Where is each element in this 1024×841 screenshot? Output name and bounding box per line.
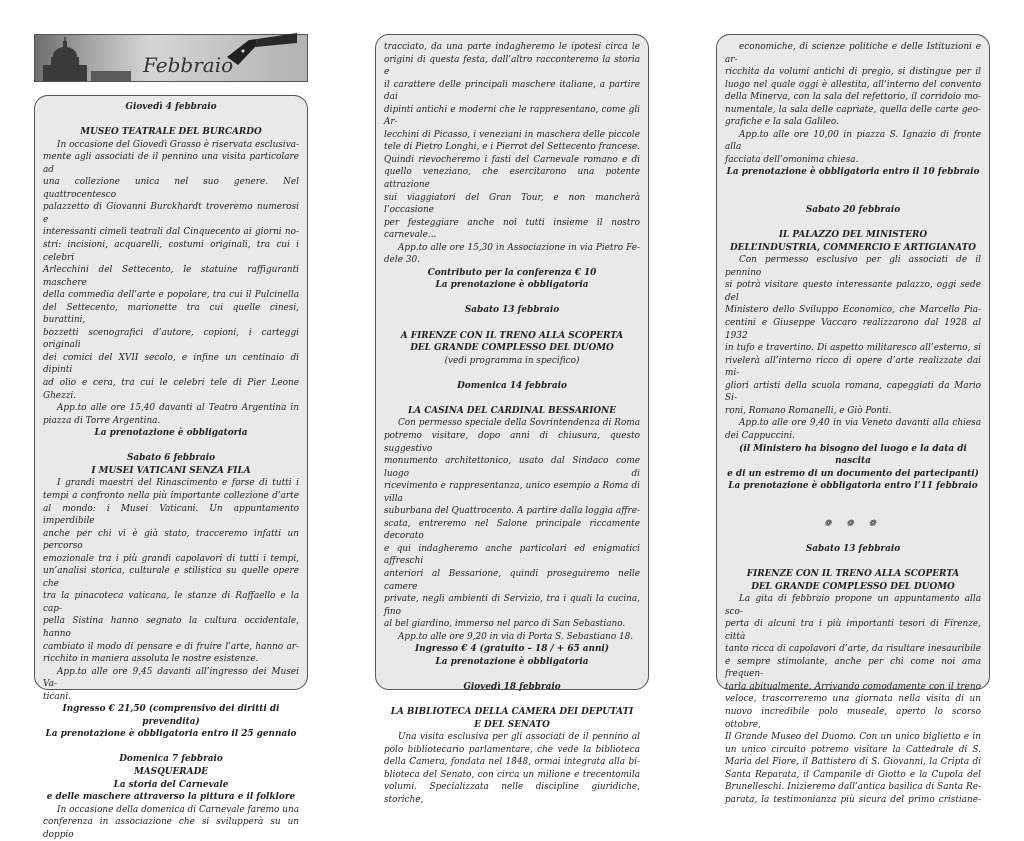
text-line: App.to alle ore 9,20 in via di Porta S. Sebastiano 18. bbox=[398, 631, 634, 642]
event-date: Domenica 14 febbraio bbox=[457, 380, 567, 391]
text-line: App.to alle ore 15,30 in Associazione in via Pietro Fe- bbox=[398, 242, 640, 253]
text-line: ricevimento e rappresentanza, unico esempio a Roma di villa bbox=[384, 481, 640, 504]
text-line: App.to alle ore 9,40 in via Veneto davanti alla chiesa bbox=[739, 418, 981, 429]
text-line: potremo visitare, dopo anni di chiusura, questo suggestivo bbox=[384, 430, 640, 454]
text-line: tra la pinacoteca vaticana, le stanze di Raffaello e la cap- bbox=[43, 591, 299, 614]
text-line: per festeggiare anche noi tutti insieme il nostro carnevale... bbox=[384, 217, 640, 241]
text-line: In occasione del Giovedì Grasso è riservata esclusiva- bbox=[57, 139, 299, 150]
text-line: polo bibliotecario parlamentare, che vede la biblioteca bbox=[384, 744, 640, 755]
text-line: lecchini di Picasso, i veneziani in maschera delle piccole bbox=[384, 129, 640, 140]
text-line: Maria del Fiore, il Battistero di S. Giovanni, la Cripta di bbox=[725, 757, 981, 768]
text-line: App.to alle ore 9,45 davanti all’ingresso dei Musei Va- bbox=[43, 666, 299, 690]
text-line: il carattere delle principali maschere italiane, a partire dai bbox=[384, 79, 640, 103]
text-line: Arlecchini del Settecento, le statuine raffiguranti maschere bbox=[43, 265, 299, 288]
text-line: In occasione della domenica di Carnevale faremo una bbox=[57, 804, 299, 815]
text-line: tele di Pietro Longhi, e i Pierrot del Settecento francese. bbox=[384, 142, 640, 153]
month-header bbox=[34, 34, 308, 82]
text-line: veloce, trascorreremo una giornata nella visita di un bbox=[725, 694, 981, 705]
text-line: tracciato, da una parte indagheremo le ipotesi circa le bbox=[384, 42, 640, 52]
text-line: dele 30. bbox=[384, 255, 420, 266]
event-date: Giovedì 4 febbraio bbox=[125, 102, 217, 112]
text-line: Una visita esclusiva per gli associati de il pennino al bbox=[398, 732, 640, 743]
text-line: facciata dell’omonima chiesa. bbox=[725, 154, 859, 165]
event-title: MASQUERADE bbox=[133, 766, 209, 777]
text-line: parata, la testimonianza più sicura del primo cristiane- bbox=[725, 794, 981, 805]
text-line: grafiche e la sala Galileo. bbox=[725, 117, 839, 128]
text-line: tarla abitualmente. Arrivando comodamente con il treno bbox=[725, 681, 981, 692]
event-date: Sabato 20 febbraio bbox=[805, 205, 901, 216]
text-line: ricchito in maniera assoluta le nostre esistenze. bbox=[43, 654, 259, 665]
requirement-note: e di un estremo di un documento dei partecipanti) bbox=[727, 468, 979, 479]
text-line: dei comici del XVII secolo, e infine un centinaio di dipinti bbox=[43, 352, 299, 376]
event-title: LA CASINA DEL CARDINAL BESSARIONE bbox=[407, 405, 617, 416]
text-line: volumi. Specializzata nelle discipline giuridiche, storiche, bbox=[384, 782, 640, 805]
text-line: Brunelleschi. Inizieremo dall’antica basilica di Santa Re- bbox=[725, 782, 981, 793]
price-line: Ingresso € 21,50 (comprensivo dei diritti di prevendita) bbox=[62, 704, 280, 727]
dome-icon bbox=[43, 37, 131, 81]
text-line: emozionale tra i più grandi capolavori di tutti i tempi, bbox=[43, 553, 299, 564]
text-line: centini e Giuseppe Vaccaro realizzarono dal 1928 al 1932 bbox=[725, 318, 981, 341]
text-line: Ministero dello Sviluppo Economico, che Marcello Pia- bbox=[725, 305, 981, 316]
text-line: perta di alcuni tra i più importanti tesori di Firenze, città bbox=[725, 619, 981, 642]
text-line: mente agli associati de il pennino una visita particolare ad bbox=[43, 152, 299, 175]
text-line: private, negli ambienti di Servizio, tra i quali la cucina, fino bbox=[384, 594, 640, 617]
event-date: Domenica 7 febbraio bbox=[119, 754, 223, 765]
event-title: E DEL SENATO bbox=[474, 719, 550, 730]
text-line: Santa Reparata, il Campanile di Giotto e la Cupola del bbox=[725, 769, 981, 780]
text-line: cambiato il modo di pensare e di fruire l’arte, hanno ar- bbox=[43, 641, 299, 652]
text-line: della commedia dell’arte e popolare, tra cui il Pulcinella bbox=[43, 290, 299, 301]
events-panel-middle bbox=[375, 34, 649, 805]
text-line: al bel giardino, immerso nel parco di San Sebastiano. bbox=[384, 619, 626, 630]
program-note: (vedi programma in specifico) bbox=[444, 355, 580, 366]
text-line: del Settecento, marionette tra cui quelle cinesi, burattini, bbox=[43, 302, 299, 326]
text-line: anche per chi vi è già stato, tracceremo infatti un percorso bbox=[43, 528, 299, 552]
text-line: La gita di febbraio propone un appuntamento alla sco- bbox=[725, 594, 981, 617]
text-line: della Minerva, con la sala del refettorio, il corridoio mo- bbox=[725, 92, 981, 103]
text-line: Il Grande Museo del Duomo. Con un unico biglietto e in bbox=[725, 732, 981, 743]
event-title: FIRENZE CON IL TRENO ALLA SCOPERTA bbox=[746, 568, 960, 579]
text-line: App.to alle ore 10,00 in piazza S. Ignazio di fronte alla bbox=[725, 129, 981, 153]
events-panel-right bbox=[716, 34, 990, 805]
text-line: tempi a confronto nella più importante collezione d’arte bbox=[43, 490, 299, 501]
flower-ornament-icons: ❁ ❁ ❁ bbox=[824, 518, 882, 529]
booking-note: La prenotazione è obbligatoria entro l’11 febbraio bbox=[728, 481, 978, 492]
event-subtitle: La storia del Carnevale bbox=[113, 779, 229, 790]
text-line: pella Sistina hanno segnato la cultura occidentale, hanno bbox=[43, 616, 299, 639]
text-line: blioteca del Senato, con circa un milione e trecentomila bbox=[384, 769, 640, 780]
text-line: numentale, la sala delle capriate, quella delle carte geo- bbox=[725, 104, 981, 115]
text-line: economiche, di scienze politiche e delle Istituzioni e ar- bbox=[725, 42, 981, 65]
booking-note: La prenotazione è obbligatoria entro il 25 gennaio bbox=[45, 729, 297, 740]
booking-note: La prenotazione è obbligatoria bbox=[435, 656, 589, 667]
event-title: MUSEO TEATRALE DEL BURCARDO bbox=[80, 127, 262, 138]
text-line: Quindi rievocheremo i fasti del Carnevale romano e di bbox=[384, 154, 640, 165]
event-title: I MUSEI VATICANI SENZA FILA bbox=[91, 465, 251, 476]
text-line: si potrà visitare questo interessante palazzo, oggi sede del bbox=[725, 280, 981, 303]
event-date: Giovedì 18 febbraio bbox=[463, 681, 561, 692]
text-line: roni, Romano Romanelli, e Giò Ponti. bbox=[725, 405, 892, 416]
text-line: anteriori al Bessarione, quindi proseguiremo nelle camere bbox=[384, 568, 640, 592]
text-line: in tufo e travertino. Di aspetto militaresco all’esterno, si bbox=[725, 343, 981, 354]
events-panel-left bbox=[34, 95, 308, 840]
booking-note: La prenotazione è obbligatoria bbox=[94, 428, 248, 439]
text-line: piazza di Torre Argentina. bbox=[43, 415, 161, 426]
text-line: ad olio e cera, tra cui le celebri tele di Pier Leone Ghezzi. bbox=[43, 378, 299, 401]
text-line: palazzetto di Giovanni Burckhardt troveremo numerosi e bbox=[43, 202, 299, 225]
price-line: Ingresso € 4 (gratuito – 18 / + 65 anni) bbox=[414, 644, 610, 655]
text-line: un unico circuito potremo visitare la Cattedrale di S. bbox=[725, 744, 981, 755]
text-line: tanto ricca di capolavori d’arte, da risultare inesauribile bbox=[725, 644, 981, 655]
event-date: Sabato 13 febbraio bbox=[464, 305, 560, 316]
requirement-note: (il Ministero ha bisogno del luogo e la data di nascita bbox=[739, 443, 967, 467]
text-line: interessanti cimeli teatrali dal Cinquecento ai giorni no- bbox=[43, 227, 299, 238]
text-line: una collezione unica nel suo genere. Nel quattrocentesco bbox=[43, 177, 299, 200]
event-title: DEL GRANDE COMPLESSO DEL DUOMO bbox=[751, 581, 955, 592]
event-title: LA BIBLIOTECA DELLA CAMERA DEI DEPUTATI bbox=[390, 706, 634, 717]
text-line: sui viaggiatori del Gran Tour, e non mancherà l’occasione bbox=[384, 192, 640, 216]
text-line: dipinti antichi e moderni che le rappresentano, come gli Ar- bbox=[384, 104, 640, 128]
event-title: A FIRENZE CON IL TRENO ALLA SCOPERTA bbox=[400, 330, 624, 341]
text-line: stri: incisioni, acquarelli, costumi originali, tra cui i celebri bbox=[43, 240, 299, 263]
text-line: Con permesso speciale della Sovrintendenza di Roma bbox=[398, 418, 640, 429]
text-line: origini di questa festa, dall’altro racconteremo la storia e bbox=[384, 54, 640, 78]
text-line: rivelerà all’interno ricco di opere d’arte realizzate dai mi- bbox=[725, 355, 981, 379]
text-line: luogo nel quale oggi è allestita, all’interno del convento bbox=[725, 79, 981, 90]
text-line: App.to alle ore 15,40 davanti al Teatro Argentina in bbox=[57, 403, 299, 414]
booking-note: La prenotazione è obbligatoria bbox=[435, 280, 589, 291]
event-subtitle: e delle maschere attraverso la pittura e il folklore bbox=[46, 792, 296, 803]
text-line: quello veneziano, che esercitarono una potente attrazione bbox=[384, 167, 640, 191]
text-line: un’analisi storica, culturale e stilistica su quelle opere che bbox=[43, 566, 299, 589]
event-title: IL PALAZZO DEL MINISTERO bbox=[778, 230, 928, 241]
event-date: Sabato 6 febbraio bbox=[126, 453, 216, 464]
booking-note: La prenotazione è obbligatoria entro il 10 febbraio bbox=[726, 167, 980, 178]
month-title: Febbraio bbox=[143, 53, 234, 77]
pen-nib-icon bbox=[227, 33, 297, 65]
event-date: Sabato 13 febbraio bbox=[805, 543, 901, 554]
text-line: nuovo incredibile polo museale, aperto lo scorso ottobre, bbox=[725, 706, 981, 730]
text-line: ticani. bbox=[43, 691, 72, 702]
text-line: dei Cappuccini. bbox=[725, 430, 795, 441]
text-line: monumento architettonico, usato dal Sindaco come luogo di bbox=[384, 456, 640, 479]
text-line: della Camera, fondata nel 1848, ormai integrata alla bi- bbox=[384, 757, 640, 768]
event-title: DELL’INDUSTRIA, COMMERCIO E ARTIGIANATO bbox=[729, 242, 976, 253]
text-line: al mondo: i Musei Vaticani. Un appuntamento imperdibile bbox=[43, 503, 299, 527]
text-line: conferenza in associazione che si svilupperà su un doppio bbox=[43, 817, 299, 840]
text-line: gliori artisti della scuola romana, capeggiati da Mario Si- bbox=[725, 380, 981, 404]
text-line: Con permesso esclusivo per gli associati de il pennino bbox=[725, 255, 981, 278]
text-line: ricchita da volumi antichi di pregio, si distingue per il bbox=[725, 67, 981, 78]
text-line: I grandi maestri del Rinascimento e forse di tutti i bbox=[57, 478, 299, 489]
price-line: Contributo per la conferenza € 10 bbox=[427, 267, 597, 278]
text-line: e sempre stimolante, anche per chi come noi ama frequen- bbox=[725, 656, 981, 680]
text-line: e qui indagheremo anche particolari ed enigmatici affreschi bbox=[384, 543, 640, 567]
event-title: DEL GRANDE COMPLESSO DEL DUOMO bbox=[410, 343, 614, 354]
text-line: scata, entreremo nel Salone principale riccamente decorato bbox=[384, 518, 640, 542]
text-line: suburbana del Quattrocento. A partire dalla loggia affre- bbox=[384, 506, 640, 517]
text-line: bozzetti scenografici d’autore, copioni, i carteggi originali bbox=[43, 327, 299, 351]
